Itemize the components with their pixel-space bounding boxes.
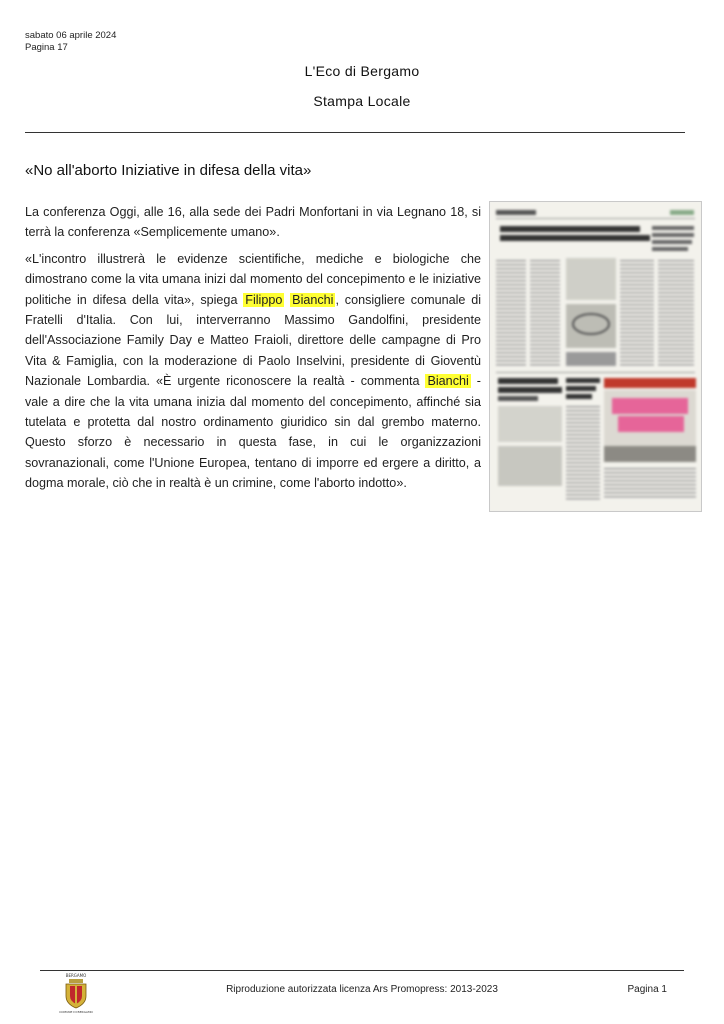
article-paragraph-2 xyxy=(25,249,481,494)
header-divider xyxy=(25,132,685,133)
article-headline: «No all'aborto Iniziative in difesa della vita» xyxy=(25,162,312,179)
article-text: , consigliere comunale di Fratelli d'Italia. Con lui, interverranno Massimo Gandolfini, presidente dell'Associazione Family Day e Matteo Fraioli, direttore delle campagne di Pro Vita & Famiglia, con la moderazione di Paolo Inselvini, presidente di Gioventù Nazionale Lombardia. «È urgente riconoscere la realtà - commenta xyxy=(25,292,481,389)
highlighted-name-last-2: Bianchi xyxy=(427,374,469,389)
publication-name: L'Eco di Bergamo xyxy=(304,63,420,79)
article-body xyxy=(25,202,481,500)
footer-divider xyxy=(40,970,684,971)
newspaper-page-thumbnail xyxy=(489,201,702,512)
article-text: «L'incontro illustrerà le evidenze scientifiche, mediche e biologiche che dimostrano come la vita umana inizi dal momento del concepimento e le iniziative politiche in difesa della vita», spiega xyxy=(25,251,481,307)
document-meta xyxy=(25,30,116,54)
meta-date: sabato 06 aprile 2024 xyxy=(25,30,117,41)
article-text: - vale a dire che la vita umana inizia dal momento del concepimento, affinché sia tutelata e protetta dal nostro ordinamento giuridico sin dal grembo materno. Questo sforzo è necessario in questa fase, in cui le organizzazioni sovranazionali, come l'Unione Europea, tentano di imporre ed ergere a diritto, a dogma morale, ciò che in realtà è un crimine, come l'aborto indotto». xyxy=(25,374,481,491)
svg-text:BERGAMO: BERGAMO xyxy=(65,973,87,978)
meta-page: Pagina 17 xyxy=(25,42,68,53)
footer-page-number: Pagina 1 xyxy=(627,984,667,995)
article-paragraph-1: La conferenza Oggi, alle 16, alla sede dei Padri Monfortani in via Legnano 18, si terrà la conferenza «Semplicemente umano». xyxy=(25,205,481,240)
svg-text:COMUNE DI BERGAMO: COMUNE DI BERGAMO xyxy=(59,1010,93,1014)
publication-kind: Stampa Locale xyxy=(313,93,411,109)
highlighted-name-first: Filippo xyxy=(245,292,283,307)
highlighted-name-last: Bianchi xyxy=(292,292,334,307)
license-text: Riproduzione autorizzata licenza Ars Promopress: 2013-2023 xyxy=(226,984,498,995)
